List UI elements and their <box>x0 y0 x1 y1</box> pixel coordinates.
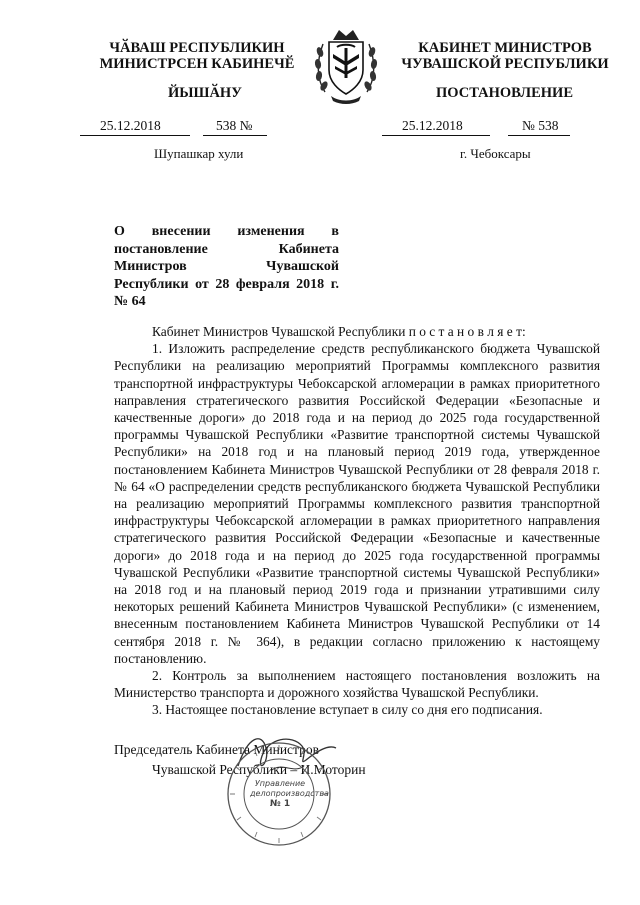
right-date-underline <box>382 134 490 136</box>
header-right-block <box>395 40 615 72</box>
right-number: № 538 <box>522 118 559 133</box>
left-number-underline <box>203 134 267 136</box>
signature-line-2: Чувашской Республики – И.Моторин <box>152 762 366 777</box>
chuvash-coat-of-arms-icon <box>313 22 379 106</box>
header-left-doc-type: ЙЫШӐНУ <box>168 85 242 101</box>
body-paragraph-1: 1. Изложить распределение средств республиканского бюджета Чувашской Республики на реализацию мероприятий Программы комплексного развития транспортной инфраструктуры Чебоксарской агломерации в рамках приоритетного направления стратегического развития Российской Федерации «Безопасные и качественные дороги» до 2018 года и на период до 2025 года государственной программы Чувашской Республики «Развитие транспортной системы Чувашской Республики» на 2018 год и на плановый период 2019 года, утвержденное постановлением Кабинета Министров Чувашской Республики от 28 февраля 2018 г. № 64 «О распределении средств республиканского бюджета Чувашской Республики на реализацию мероприятий Программы комплексного развития транспортной инфраструктуры Чебоксарской агломерации в рамках приоритетного направления стратегического развития Российской Федерации «Безопасные и качественные дороги» до 2018 года и на период до 2025 года государственной программы Чувашской Республики «Развитие транспортной системы Чувашской Республики» на 2018 год и на плановый период 2019 года и признании утратившими силу некоторых решений Кабинета Министров Чувашской Республики» (с изменением, внесенным постановлением Кабинета Министров Чувашской Республики от 14 сентября 2018 г. № 364), в редакции согласно приложению к настоящему постановлению. <box>114 341 600 666</box>
right-number-underline <box>508 134 570 136</box>
header-left-block <box>92 40 302 72</box>
body-paragraph-3: 3. Настоящее постановление вступает в силу со дня его подписания. <box>152 702 543 718</box>
body-paragraph-2: 2. Контроль за выполнением настоящего постановления возложить на Министерство транспорта и дорожного хозяйства Чувашской Республики. <box>114 668 600 701</box>
left-number: 538 № <box>216 118 253 133</box>
signature-line-1: Председатель Кабинета Министров <box>114 742 319 757</box>
document-title: О внесении изменения в постановление Кабинета Министров Чувашской Республики от 28 февраля 2018 г. № 64 <box>114 224 339 309</box>
header-right-line2: ЧУВАШСКОЙ РЕСПУБЛИКИ <box>401 56 609 72</box>
left-date-underline <box>80 134 190 136</box>
stamp-inner-line2: делопроизводства <box>250 789 329 798</box>
header-right-line1: КАБИНЕТ МИНИСТРОВ <box>418 40 592 56</box>
header-right-doc-type: ПОСТАНОВЛЕНИЕ <box>436 85 574 101</box>
left-date: 25.12.2018 <box>100 118 161 133</box>
right-city: г. Чебоксары <box>460 146 531 161</box>
stamp-inner-line3: № 1 <box>269 799 291 809</box>
body-intro: Кабинет Министров Чувашской Республики п о с т а н о в л я е т: <box>152 324 526 339</box>
left-city: Шупашкар хули <box>154 146 244 161</box>
header-left-line1: ЧӐВАШ РЕСПУБЛИКИН <box>109 40 285 56</box>
stamp-inner-text <box>250 779 329 809</box>
document-body <box>114 323 600 719</box>
header-left-line2: МИНИСТРСЕН КАБИНЕЧӖ <box>99 56 295 72</box>
stamp-inner-line1: Управление <box>254 779 306 788</box>
right-date: 25.12.2018 <box>402 118 463 133</box>
